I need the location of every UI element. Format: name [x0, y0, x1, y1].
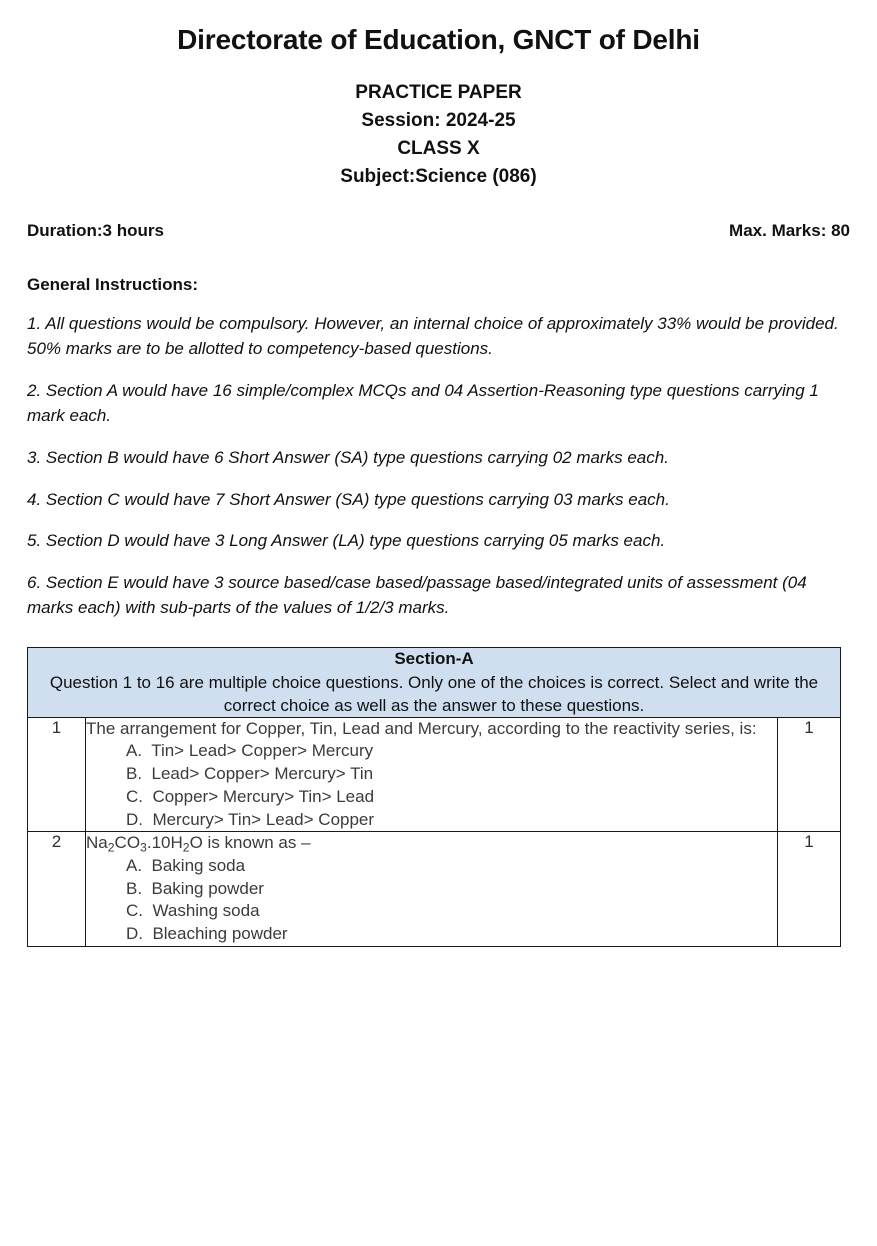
- instruction-item: 5. Section D would have 3 Long Answer (LA) type questions carrying 05 marks each.: [27, 531, 666, 551]
- instruction-item: 6. Section E would have 3 source based/case based/passage based/integrated units of assessment (04 marks each) with sub-parts of the values of 1/2/3 marks.: [27, 573, 807, 617]
- subtitle-block: [27, 79, 850, 191]
- general-instructions-heading: General Instructions:: [27, 275, 198, 295]
- subtitle-line-subject: Subject:Science (086): [340, 166, 537, 188]
- max-marks-label: Max. Marks: 80: [729, 221, 850, 241]
- option-item: A. Baking soda: [126, 855, 246, 875]
- instruction-item: 1. All questions would be compulsory. However, an internal choice of approximately 33% would be provided. 50% marks are to be allotted to competency-based questions.: [27, 314, 839, 359]
- option-item: A. Tin> Lead> Copper> Mercury: [126, 741, 374, 761]
- question-number: 2: [28, 832, 86, 947]
- question-marks: 1: [778, 717, 841, 832]
- page-title: Directorate of Education, GNCT of Delhi: [177, 24, 700, 55]
- section-a-question-table: [27, 647, 841, 947]
- option-list: [86, 740, 777, 831]
- question-body: [86, 832, 778, 947]
- option-item: B. Lead> Copper> Mercury> Tin: [126, 764, 374, 784]
- option-item: C. Washing soda: [126, 901, 260, 921]
- instruction-item: 4. Section C would have 7 Short Answer (SA) type questions carrying 03 marks each.: [27, 489, 670, 509]
- instruction-item: 2. Section A would have 16 simple/complex MCQs and 04 Assertion-Reasoning type questions carrying 1 mark each.: [27, 381, 819, 425]
- option-item: B. Baking powder: [126, 878, 264, 898]
- instruction-item: 3. Section B would have 6 Short Answer (SA) type questions carrying 02 marks each.: [27, 447, 669, 467]
- section-title: Section-A: [394, 648, 474, 668]
- question-body: [86, 717, 778, 832]
- table-row: [28, 717, 841, 832]
- option-item: C. Copper> Mercury> Tin> Lead: [126, 786, 375, 806]
- table-row: [28, 832, 841, 947]
- question-number: 1: [28, 717, 86, 832]
- option-list: [86, 855, 777, 946]
- subtitle-line-session: Session: 2024-25: [361, 110, 516, 132]
- section-description: Question 1 to 16 are multiple choice questions. Only one of the choices is correct. Select and write the correct choice as well as the answer to these questions.: [49, 672, 819, 715]
- exam-meta-row: [27, 221, 850, 241]
- duration-label: Duration:3 hours: [27, 221, 164, 241]
- question-marks: 1: [778, 832, 841, 947]
- section-header-row: [28, 647, 841, 717]
- question-stem: $Na_2CO_3.10H_2O$ is known as –: [86, 833, 311, 855]
- option-item: D. Mercury> Tin> Lead> Copper: [126, 809, 375, 829]
- subtitle-line-class: CLASS X: [397, 138, 480, 160]
- general-instructions-list: [27, 312, 850, 620]
- section-header-cell: [28, 647, 841, 717]
- subtitle-line-practice-paper: PRACTICE PAPER: [355, 82, 522, 103]
- question-stem: The arrangement for Copper, Tin, Lead and Mercury, according to the reactivity series, is:: [86, 718, 757, 738]
- option-item: D. Bleaching powder: [126, 924, 288, 944]
